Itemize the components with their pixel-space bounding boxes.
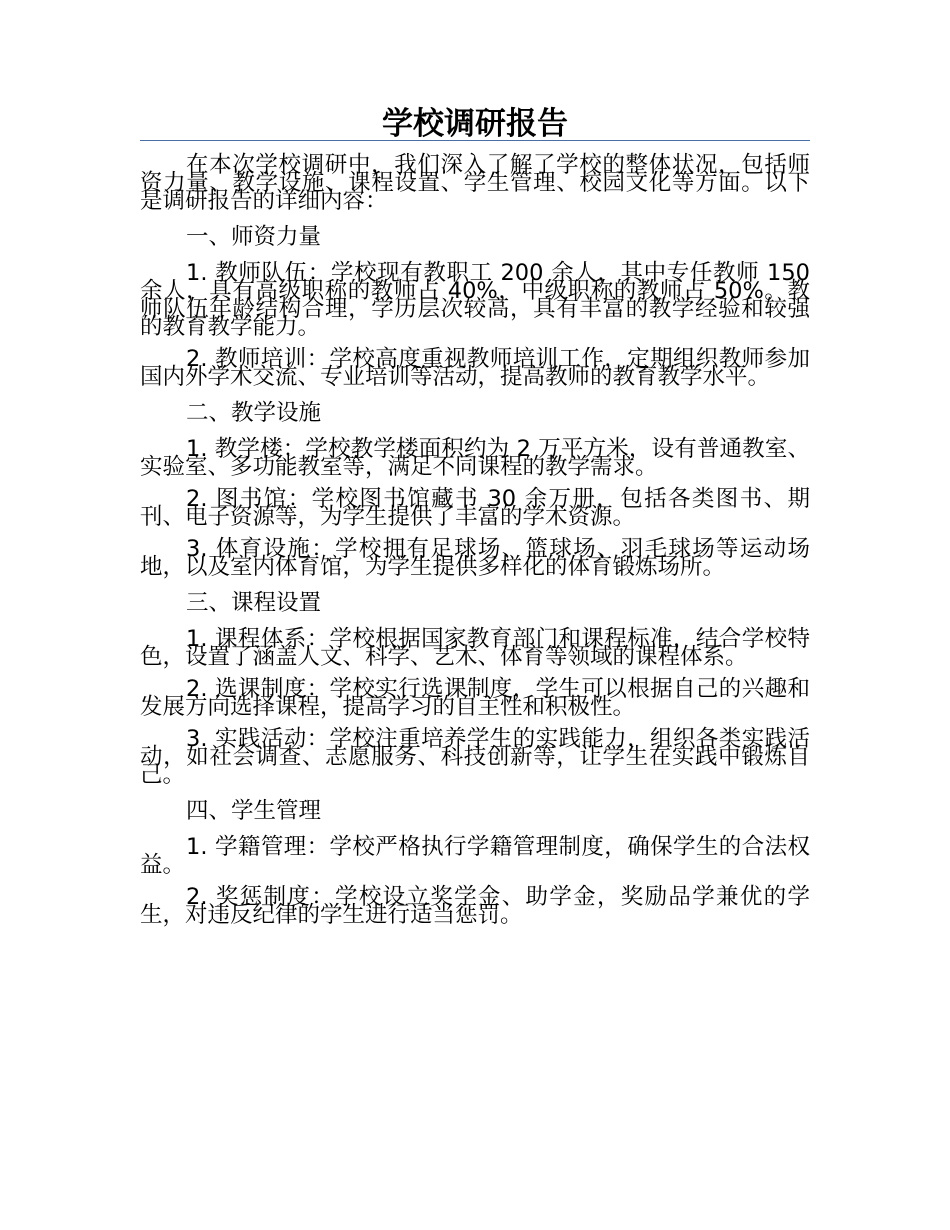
section-heading-facilities: 二、教学设施 <box>186 400 322 426</box>
curriculum-item-2: 2. 选课制度：学校实行选课制度，学生可以根据自己的兴趣和发展方向选择课程，提高学习的自主性和积极性。 <box>140 676 810 720</box>
faculty-item-1: 1. 教师队伍：学校现有教职工 200 余人，其中专任教师 150 余人，具有高级职称的教师占 40%，中级职称的教师占 50%。教师队伍年龄结构合理，学历层次较高，具有丰富的教学经验和较强的教育教学能力。 <box>140 260 810 340</box>
student-management-item-2: 2. 奖惩制度：学校设立奖学金、助学金，奖励品学兼优的学生，对违反纪律的学生进行适当惩罚。 <box>140 884 810 928</box>
section-heading-curriculum: 三、课程设置 <box>186 590 322 616</box>
page-title: 学校调研报告 <box>382 106 568 142</box>
curriculum-item-1: 1. 课程体系：学校根据国家教育部门和课程标准，结合学校特色，设置了涵盖人文、科学、艺术、体育等领域的课程体系。 <box>140 626 810 670</box>
title-underline <box>140 140 810 141</box>
facilities-item-2: 2. 图书馆：学校图书馆藏书 30 余万册，包括各类图书、期刊、电子资源等，为学生提供了丰富的学术资源。 <box>140 486 810 530</box>
document-body <box>140 152 810 938</box>
facilities-item-1: 1. 教学楼：学校教学楼面积约为 2 万平方米，设有普通教室、实验室、多功能教室等，满足不同课程的教学需求。 <box>140 436 810 480</box>
section-heading-faculty: 一、师资力量 <box>186 224 322 250</box>
intro-paragraph: 在本次学校调研中，我们深入了解了学校的整体状况，包括师资力量、教学设施、课程设置、学生管理、校园文化等方面。以下是调研报告的详细内容： <box>140 152 810 214</box>
facilities-item-3: 3. 体育设施：学校拥有足球场、篮球场、羽毛球场等运动场地，以及室内体育馆，为学生提供多样化的体育锻炼场所。 <box>140 536 810 580</box>
section-heading-student-management: 四、学生管理 <box>186 798 322 824</box>
student-management-item-1: 1. 学籍管理：学校严格执行学籍管理制度，确保学生的合法权益。 <box>140 834 810 878</box>
faculty-item-2: 2. 教师培训：学校高度重视教师培训工作，定期组织教师参加国内外学术交流、专业培训等活动，提高教师的教育教学水平。 <box>140 346 810 390</box>
curriculum-item-3: 3. 实践活动：学校注重培养学生的实践能力，组织各类实践活动，如社会调查、志愿服务、科技创新等，让学生在实践中锻炼自己。 <box>140 726 810 788</box>
